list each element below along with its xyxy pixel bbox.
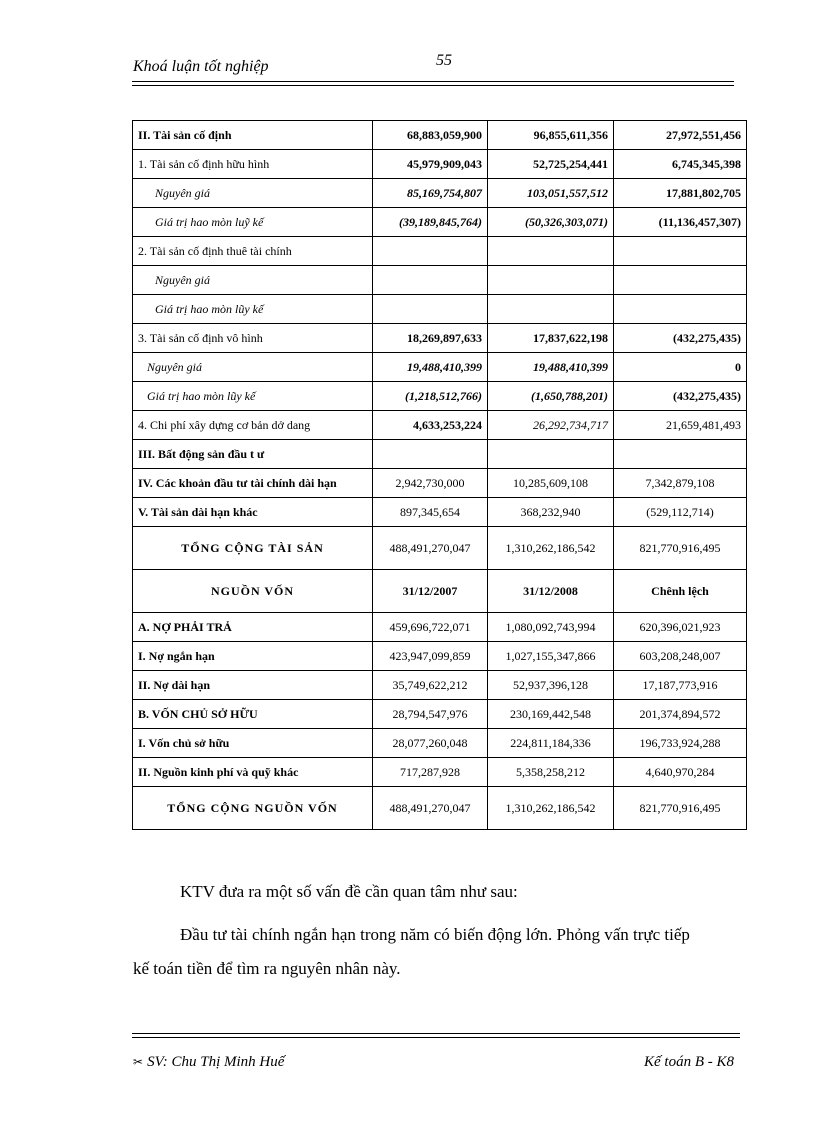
value-diff: 821,770,916,495 bbox=[614, 787, 747, 830]
value-2008: 1,027,155,347,866 bbox=[488, 642, 614, 671]
value-2007: 28,077,260,048 bbox=[373, 729, 488, 758]
value-2008 bbox=[488, 295, 614, 324]
value-diff: (11,136,457,307) bbox=[614, 208, 747, 237]
page-number: 55 bbox=[436, 52, 452, 69]
row-label: 3. Tài sản cố định vô hình bbox=[133, 324, 373, 353]
value-2008: 5,358,258,212 bbox=[488, 758, 614, 787]
row-label: Giá trị hao mòn lũy kế bbox=[133, 295, 373, 324]
value-2008: 96,855,611,356 bbox=[488, 121, 614, 150]
value-2007: 85,169,754,807 bbox=[373, 179, 488, 208]
row-label: III. Bất động sản đầu t ư bbox=[133, 440, 373, 469]
value-diff: 620,396,021,923 bbox=[614, 613, 747, 642]
footer-rule-top bbox=[132, 1033, 740, 1034]
value-2008: 52,725,254,441 bbox=[488, 150, 614, 179]
value-diff: 27,972,551,456 bbox=[614, 121, 747, 150]
value-2008: 230,169,442,548 bbox=[488, 700, 614, 729]
value-2008: 26,292,734,717 bbox=[488, 411, 614, 440]
value-diff: (432,275,435) bbox=[614, 324, 747, 353]
value-2008: 17,837,622,198 bbox=[488, 324, 614, 353]
value-diff: 603,208,248,007 bbox=[614, 642, 747, 671]
value-diff: (432,275,435) bbox=[614, 382, 747, 411]
table-row bbox=[133, 295, 747, 324]
paragraph-intro: KTV đưa ra một số vấn đề cần quan tâm như sau: bbox=[180, 882, 518, 901]
row-label: Nguyên giá bbox=[133, 179, 373, 208]
table-row bbox=[133, 700, 747, 729]
value-2008: 103,051,557,512 bbox=[488, 179, 614, 208]
table-row bbox=[133, 150, 747, 179]
row-label: Nguyên giá bbox=[133, 353, 373, 382]
value-diff: 201,374,894,572 bbox=[614, 700, 747, 729]
footer-class: Kế toán B - K8 bbox=[644, 1054, 734, 1070]
table-row bbox=[133, 613, 747, 642]
value-2008: 1,080,092,743,994 bbox=[488, 613, 614, 642]
row-label: A. NỢ PHẢI TRẢ bbox=[133, 613, 373, 642]
column-header-2007: 31/12/2007 bbox=[373, 570, 488, 613]
row-label: 1. Tài sản cố định hữu hình bbox=[133, 150, 373, 179]
row-label: I. Nợ ngắn hạn bbox=[133, 642, 373, 671]
scissors-icon: ✂ bbox=[133, 1055, 144, 1069]
value-2008: (1,650,788,201) bbox=[488, 382, 614, 411]
value-diff: 821,770,916,495 bbox=[614, 527, 747, 570]
total-capital-row bbox=[133, 787, 747, 830]
column-header-diff: Chênh lệch bbox=[614, 570, 747, 613]
table-row bbox=[133, 208, 747, 237]
value-2007: (1,218,512,766) bbox=[373, 382, 488, 411]
value-2007 bbox=[373, 237, 488, 266]
header-rule-top bbox=[132, 81, 734, 82]
row-label: 4. Chi phí xây dựng cơ bản dở dang bbox=[133, 411, 373, 440]
row-label: Giá trị hao mòn lũy kế bbox=[133, 382, 373, 411]
value-diff bbox=[614, 440, 747, 469]
value-2007 bbox=[373, 266, 488, 295]
header-title: Khoá luận tốt nghiệp bbox=[133, 58, 269, 75]
value-2007: (39,189,845,764) bbox=[373, 208, 488, 237]
table-row bbox=[133, 440, 747, 469]
value-2008 bbox=[488, 237, 614, 266]
table-row bbox=[133, 758, 747, 787]
paragraph-line-2: kế toán tiền để tìm ra nguyên nhân này. bbox=[133, 959, 401, 978]
table-row bbox=[133, 498, 747, 527]
table-row bbox=[133, 324, 747, 353]
column-header-2008: 31/12/2008 bbox=[488, 570, 614, 613]
value-2007: 35,749,622,212 bbox=[373, 671, 488, 700]
table-row bbox=[133, 469, 747, 498]
row-label: I. Vốn chủ sở hữu bbox=[133, 729, 373, 758]
value-2007: 68,883,059,900 bbox=[373, 121, 488, 150]
value-2007: 45,979,909,043 bbox=[373, 150, 488, 179]
value-2007: 897,345,654 bbox=[373, 498, 488, 527]
value-2007: 19,488,410,399 bbox=[373, 353, 488, 382]
value-diff bbox=[614, 237, 747, 266]
value-diff: 0 bbox=[614, 353, 747, 382]
table-row bbox=[133, 411, 747, 440]
row-label: II. Nguồn kinh phí và quỹ khác bbox=[133, 758, 373, 787]
value-diff: (529,112,714) bbox=[614, 498, 747, 527]
value-diff: 17,187,773,916 bbox=[614, 671, 747, 700]
row-label: B. VỐN CHỦ SỞ HỮU bbox=[133, 700, 373, 729]
row-label: V. Tài sản dài hạn khác bbox=[133, 498, 373, 527]
table-row bbox=[133, 237, 747, 266]
row-label: 2. Tài sản cố định thuê tài chính bbox=[133, 237, 373, 266]
value-diff: 21,659,481,493 bbox=[614, 411, 747, 440]
capital-header-row bbox=[133, 570, 747, 613]
row-label: TỔNG CỘNG TÀI SẢN bbox=[133, 527, 373, 570]
table-row bbox=[133, 121, 747, 150]
value-2007 bbox=[373, 440, 488, 469]
column-header-label: NGUỒN VỐN bbox=[133, 570, 373, 613]
value-2007: 488,491,270,047 bbox=[373, 787, 488, 830]
row-label: TỔNG CỘNG NGUỒN VỐN bbox=[133, 787, 373, 830]
value-2007: 459,696,722,071 bbox=[373, 613, 488, 642]
value-2007: 4,633,253,224 bbox=[373, 411, 488, 440]
value-diff bbox=[614, 266, 747, 295]
value-2008: 1,310,262,186,542 bbox=[488, 527, 614, 570]
table-row bbox=[133, 642, 747, 671]
row-label: II. Nợ dài hạn bbox=[133, 671, 373, 700]
table-row bbox=[133, 179, 747, 208]
value-2007: 18,269,897,633 bbox=[373, 324, 488, 353]
value-diff: 7,342,879,108 bbox=[614, 469, 747, 498]
value-2008: 19,488,410,399 bbox=[488, 353, 614, 382]
footer-author-text: SV: Chu Thị Minh Huế bbox=[147, 1054, 285, 1070]
value-2007: 488,491,270,047 bbox=[373, 527, 488, 570]
table-row bbox=[133, 353, 747, 382]
header-rule-bottom bbox=[132, 85, 734, 86]
value-diff: 4,640,970,284 bbox=[614, 758, 747, 787]
table-row bbox=[133, 266, 747, 295]
value-diff: 196,733,924,288 bbox=[614, 729, 747, 758]
value-2007: 28,794,547,976 bbox=[373, 700, 488, 729]
value-2008: 368,232,940 bbox=[488, 498, 614, 527]
value-2008: 224,811,184,336 bbox=[488, 729, 614, 758]
value-2008: (50,326,303,071) bbox=[488, 208, 614, 237]
row-label: IV. Các khoản đầu tư tài chính dài hạn bbox=[133, 469, 373, 498]
value-2008 bbox=[488, 266, 614, 295]
footer-author bbox=[133, 1054, 284, 1071]
table-row bbox=[133, 729, 747, 758]
value-2007 bbox=[373, 295, 488, 324]
row-label: Nguyên giá bbox=[133, 266, 373, 295]
value-2008: 10,285,609,108 bbox=[488, 469, 614, 498]
total-assets-row bbox=[133, 527, 747, 570]
value-2008: 1,310,262,186,542 bbox=[488, 787, 614, 830]
row-label: II. Tài sản cố định bbox=[133, 121, 373, 150]
value-2008 bbox=[488, 440, 614, 469]
value-2007: 717,287,928 bbox=[373, 758, 488, 787]
value-2008: 52,937,396,128 bbox=[488, 671, 614, 700]
value-diff: 6,745,345,398 bbox=[614, 150, 747, 179]
row-label: Giá trị hao mòn luỹ kế bbox=[133, 208, 373, 237]
value-2007: 423,947,099,859 bbox=[373, 642, 488, 671]
balance-sheet-table bbox=[132, 120, 747, 830]
table-row bbox=[133, 671, 747, 700]
table-row bbox=[133, 382, 747, 411]
value-2007: 2,942,730,000 bbox=[373, 469, 488, 498]
value-diff bbox=[614, 295, 747, 324]
value-diff: 17,881,802,705 bbox=[614, 179, 747, 208]
footer-rule-bottom bbox=[132, 1037, 740, 1038]
paragraph-line-1: Đầu tư tài chính ngắn hạn trong năm có biến động lớn. Phỏng vấn trực tiếp bbox=[180, 925, 690, 944]
